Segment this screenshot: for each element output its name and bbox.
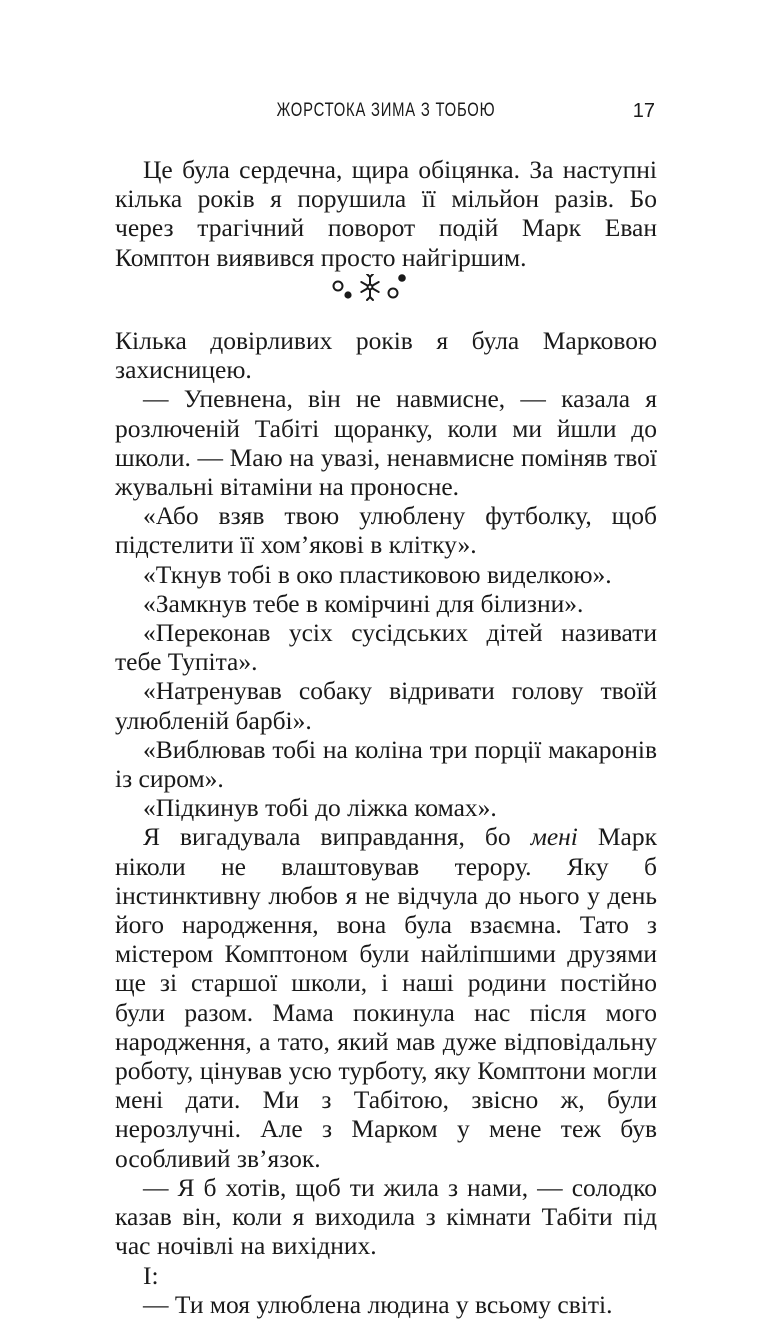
- paragraph: Це була сердечна, щира обіцянка. За наступні кілька років я порушила її мільйон разів. Бо через трагічний поворот подій Марк Еван Комптон виявився просто найгіршим.: [115, 155, 657, 272]
- paragraph: — Я б хотів, щоб ти жила з нами, — солодко казав він, коли я виходила з кімнати Табіти під час ночівлі на вихідних.: [115, 1172, 657, 1261]
- paragraph: «Замкнув тебе в комірчині для білизни».: [143, 588, 584, 618]
- text-block-main: [115, 326, 657, 1319]
- paragraph: «Ткнув тобі в око пластиковою виделкою».: [143, 559, 612, 589]
- page-number: 17: [632, 100, 655, 122]
- paragraph: «Переконав усіх сусідських дітей називати тебе Тупіта».: [115, 618, 657, 677]
- running-title: ЖОРСТОКА ЗИМА З ТОБОЮ: [276, 100, 496, 121]
- paragraph: «Або взяв твою улюблену футболку, щоб підстелити її хом’якові в клітку».: [115, 501, 657, 560]
- paragraph: «Підкинув тобі до ліжка комах».: [143, 793, 497, 823]
- paragraph: І:: [143, 1260, 159, 1290]
- paragraph: Кілька довірливих років я була Марковою захисницею.: [115, 326, 657, 385]
- running-header: [115, 98, 657, 128]
- paragraph: [115, 822, 657, 1172]
- text-block-top: [115, 155, 657, 272]
- snowflake-dots-ornament-icon: [330, 274, 410, 304]
- paragraph: «Натренував собаку відривати голову твоїй улюбленій барбі».: [115, 676, 657, 735]
- paragraph: — Ти моя улюблена людина у всьому світі.: [143, 1289, 613, 1319]
- paragraph-text: Марк ніколи не влаштовував терору. Яку б інстинктивну любов я не відчула до нього у день його народження, вона була взаємна. Тато з містером Комптоном були найліпшими друзями ще зі старшої школи, і наші родини постійно були разом. Мама покинула нас після мого народження, а тато, який мав дуже відповідальну роботу, цінував усю турботу, яку Комптони могли мені дати. Ми з Табітою, звісно ж, були нерозлучні. Але з Марком у мене теж був особливий зв’язок.: [115, 822, 657, 1173]
- paragraph: «Виблював тобі на коліна три порції макаронів із сиром».: [115, 734, 657, 794]
- emphasis-text: мені: [530, 822, 578, 852]
- paragraph-text: Я вигадувала виправдання, бо: [143, 822, 531, 852]
- paragraph: — Упевнена, він не навмисне, — казала я розлюченій Табіті щоранку, коли ми йшли до школи. — Маю на увазі, ненавмисне поміняв твої жувальні вітаміни на проносне.: [115, 384, 657, 502]
